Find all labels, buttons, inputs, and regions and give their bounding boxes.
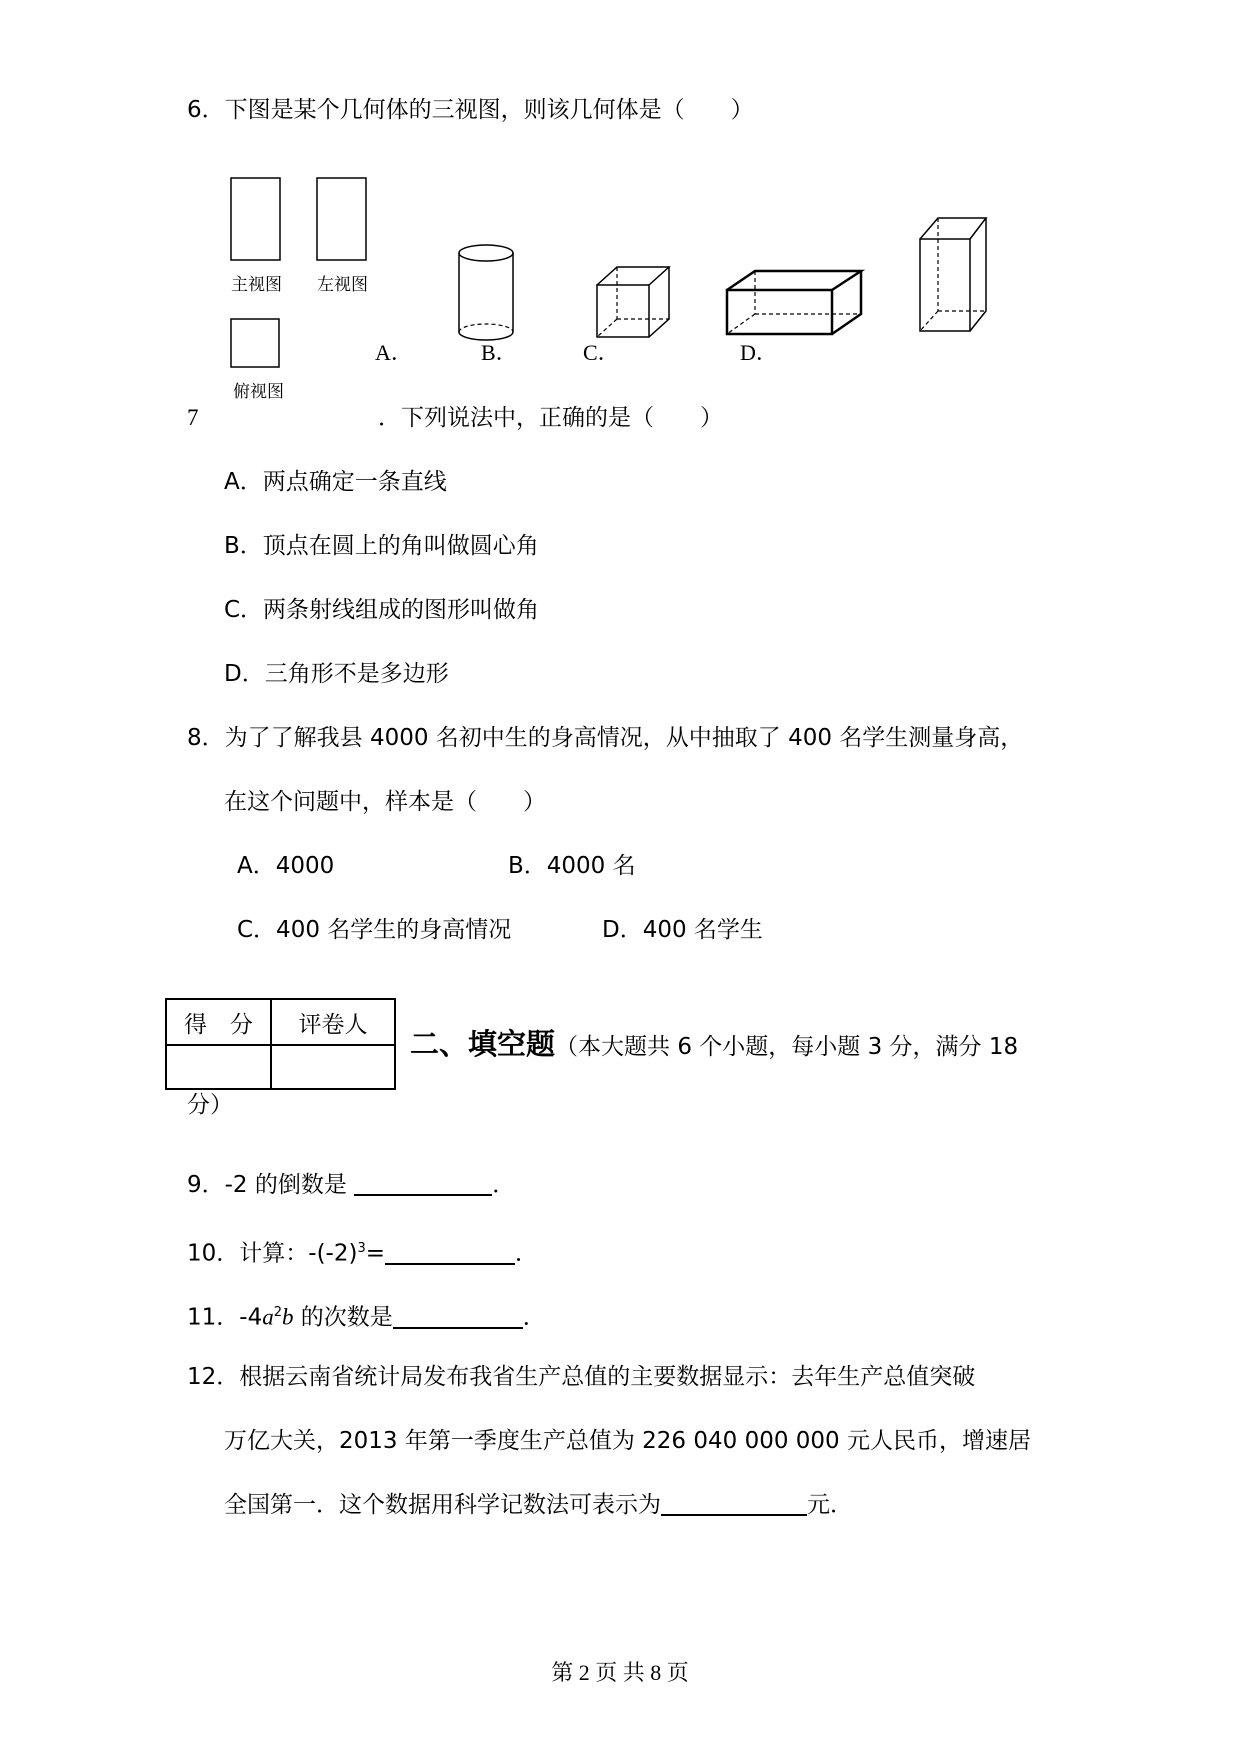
q9-suffix: ． [492,1172,516,1198]
q11-suffix: ． [522,1304,546,1331]
q8-option-a: A．4000 [237,853,335,879]
q8-stem-line2: 在这个问题中，样本是（ ） [224,789,546,815]
q7-option-c: C．两条射线组成的图形叫做角 [224,597,540,623]
score-header: 得 分 [166,999,271,1045]
q12-line3-prefix: 全国第一．这个数据用科学记数法可表示为 [224,1492,661,1518]
q7-stem: ．下列说法中，正确的是（ ） [378,405,723,431]
left-view-label: 左视图 [317,275,368,295]
score-cell[interactable] [166,1045,271,1089]
q9 [187,1170,515,1200]
flat-box-figure [725,268,865,338]
q10-answer-blank[interactable] [385,1241,515,1265]
q11-var-b: b [281,1304,294,1330]
section2-desc-cont: 分） [187,1092,233,1118]
q9-answer-blank[interactable] [354,1172,492,1196]
front-view-label: 主视图 [231,275,282,295]
q10-equals: = [365,1240,386,1267]
q6-option-b: B． [481,340,518,365]
q6-option-c: C． [583,340,620,365]
q10-prefix: 10．计算：-(-2) [187,1240,358,1267]
q10-exponent: 3 [357,1241,366,1256]
q8-option-c: C．400 名学生的身高情况 [237,917,512,943]
q12-line1: 12．根据云南省统计局发布我省生产总值的主要数据显示：去年生产总值突破 [187,1364,976,1390]
q8-option-b: B．4000 名 [508,853,636,879]
q11-prefix: 11．-4 [187,1304,263,1331]
q11 [187,1298,546,1333]
q7-option-a: A．两点确定一条直线 [224,469,447,495]
q10-suffix: ． [515,1240,539,1267]
left-view-rect [317,178,366,260]
q6-option-d: D． [740,340,778,365]
q11-exponent: 2 [273,1305,282,1320]
q6-stem: 6．下图是某个几何体的三视图，则该几何体是（ ） [187,97,754,123]
q11-mid: 的次数是 [293,1304,393,1331]
page-footer: 第 2 页 共 8 页 [551,1660,689,1685]
top-view-rect [231,319,279,367]
q11-answer-blank[interactable] [393,1305,523,1329]
q12-line2: 万亿大关，2013 年第一季度生产总值为 226 040 000 000 元人民币，增速居 [224,1428,1031,1454]
tall-box-figure [918,215,990,335]
score-table [165,998,396,1090]
q9-prefix: 9．-2 的倒数是 [187,1172,355,1198]
q7-option-b: B．顶点在圆上的角叫做圆心角 [224,533,539,559]
section2-desc: （本大题共 6 个小题，每小题 3 分，满分 18 [555,1034,1019,1060]
top-view-label: 俯视图 [233,382,284,402]
q7-number: 7 [187,405,199,430]
cylinder-figure [454,242,518,344]
q12-answer-blank[interactable] [661,1492,807,1516]
q8-stem-line1: 8．为了了解我县 4000 名初中生的身高情况，从中抽取了 400 名学生测量身高， [187,725,1024,751]
q12-line3-suffix: 元． [807,1492,853,1518]
section2-heading [410,1027,1018,1064]
grader-cell[interactable] [271,1045,395,1089]
front-view-rect [231,178,280,260]
q8-option-d: D．400 名学生 [602,917,763,943]
grader-header: 评卷人 [271,999,395,1045]
q11-var-a: a [262,1304,274,1330]
section2-title: 二、填空题 [410,1027,556,1061]
q12-line3 [224,1490,853,1520]
q6-option-a: A． [375,340,413,365]
q7-option-d: D．三角形不是多边形 [224,661,449,687]
q10 [187,1234,538,1269]
cube-figure [595,265,675,341]
